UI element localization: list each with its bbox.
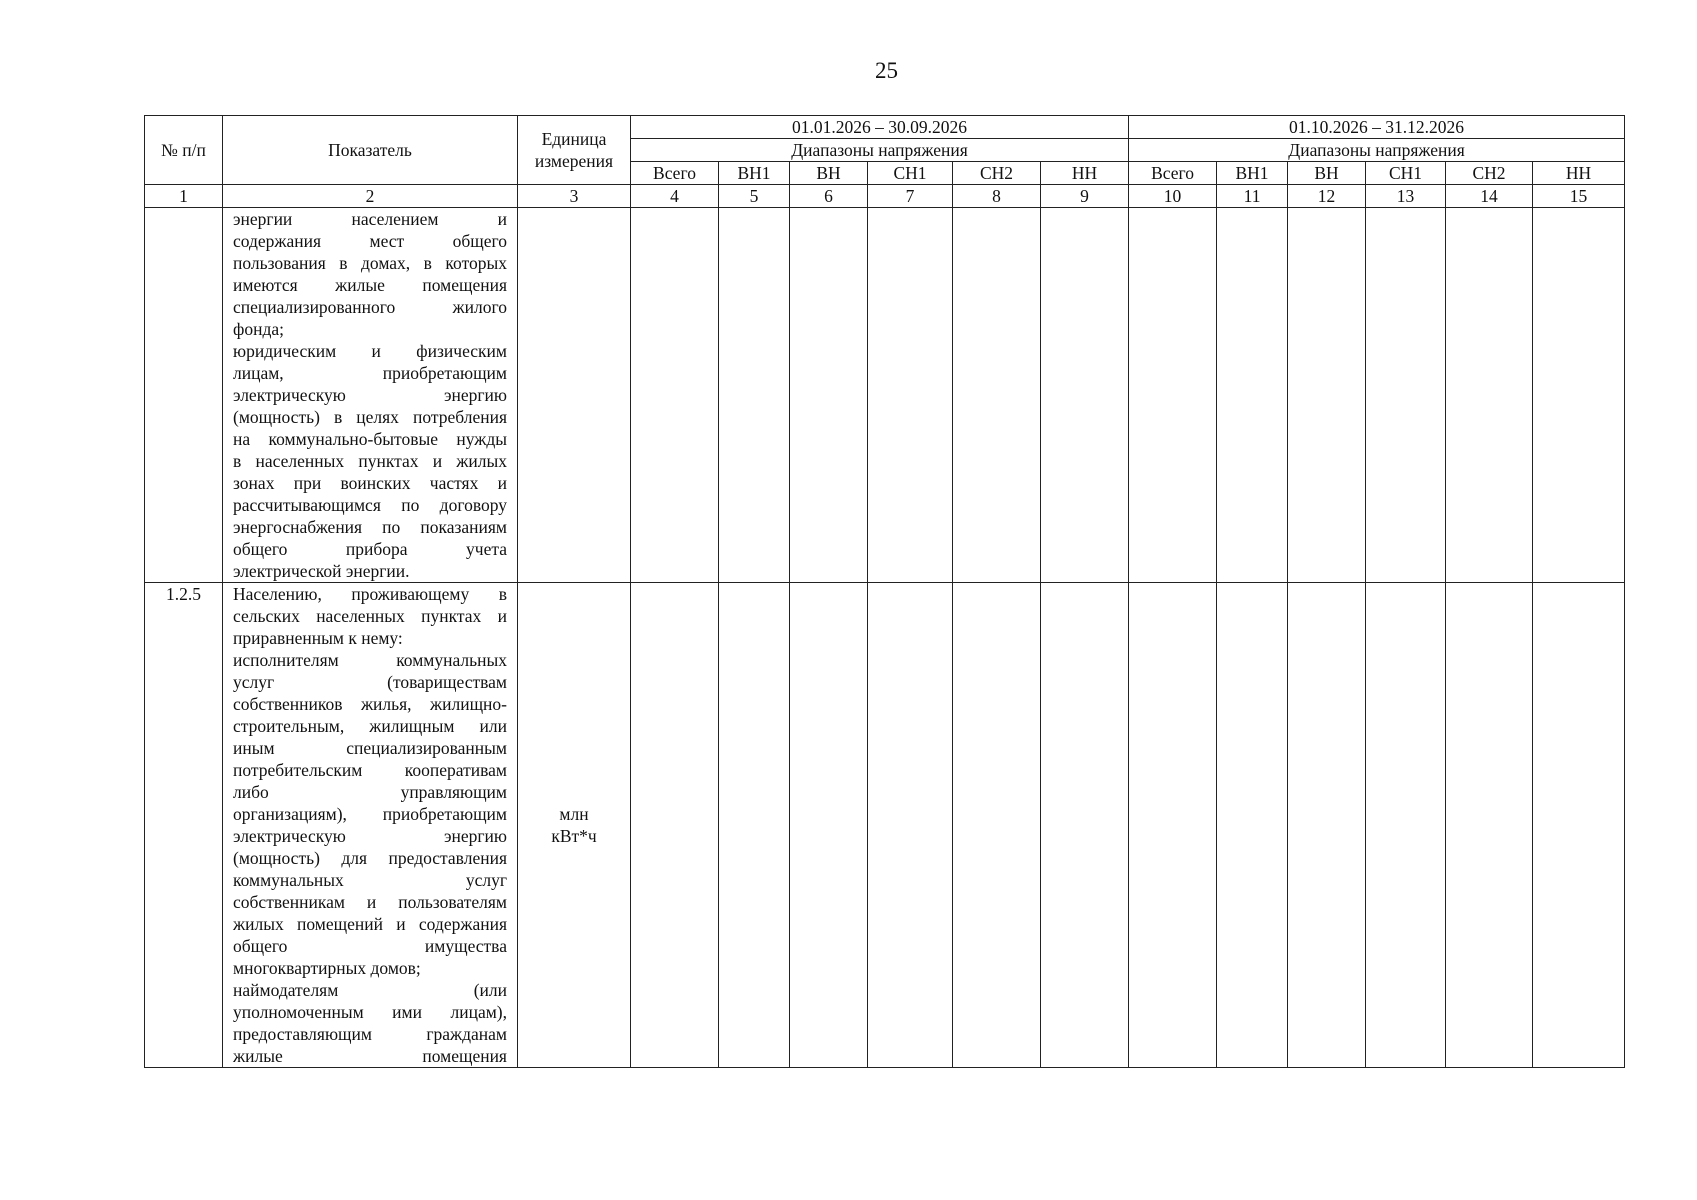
value-cell — [1366, 208, 1446, 583]
indicator-line: строительным, жилищным или — [233, 716, 507, 736]
value-cell — [1366, 583, 1446, 1068]
column-number: 11 — [1217, 185, 1288, 208]
indicator-line: либо управляющим — [233, 782, 507, 802]
subcol-nn-1: НН — [1041, 162, 1129, 185]
indicator-line: (мощность) в целях потребления — [233, 407, 507, 427]
subcol-vn-2: ВН — [1288, 162, 1366, 185]
value-cell — [719, 208, 790, 583]
value-cell — [1217, 208, 1288, 583]
value-cell — [1129, 583, 1217, 1068]
indicator-line: исполнителям коммунальных — [233, 650, 507, 670]
indicator-line: общего имущества — [233, 936, 507, 956]
value-cell — [1533, 208, 1625, 583]
subcol-total-2: Всего — [1129, 162, 1217, 185]
indicator-line: предоставляющим гражданам — [233, 1024, 507, 1044]
column-number: 15 — [1533, 185, 1625, 208]
table-row — [145, 583, 1625, 1068]
unit-cell — [518, 208, 631, 583]
subcol-sn1-2: СН1 — [1366, 162, 1446, 185]
indicator-line: энергии населением и — [233, 209, 507, 229]
value-cell — [719, 583, 790, 1068]
column-number: 5 — [719, 185, 790, 208]
column-number: 8 — [953, 185, 1041, 208]
indicator-line: фонда; — [233, 319, 284, 339]
value-cell — [1041, 208, 1129, 583]
indicator-line: пользования в домах, в которых — [233, 253, 507, 273]
column-number: 13 — [1366, 185, 1446, 208]
indicator-line: услуг (товариществам — [233, 672, 507, 692]
indicator-line: содержания мест общего — [233, 231, 507, 251]
unit-line: кВт*ч — [551, 826, 597, 846]
value-cell — [631, 583, 719, 1068]
subcol-sn1-1: СН1 — [868, 162, 953, 185]
column-number-row — [145, 185, 1625, 208]
value-cell — [1533, 583, 1625, 1068]
indicator-line: в населенных пунктах и жилых — [233, 451, 507, 471]
table-row — [145, 208, 1625, 583]
value-cell — [790, 208, 868, 583]
value-cell — [1129, 208, 1217, 583]
unit-cell — [518, 583, 631, 1068]
unit-line: млн — [559, 804, 589, 824]
header-unit — [518, 116, 631, 185]
indicator-line: организациям), приобретающим — [233, 804, 507, 824]
header-period-2: 01.10.2026 – 31.12.2026 — [1129, 116, 1625, 139]
indicator-line: энергоснабжения по показаниям — [233, 517, 507, 537]
column-number: 2 — [223, 185, 518, 208]
header-voltage-ranges-1: Диапазоны напряжения — [631, 139, 1129, 162]
indicator-line: имеются жилые помещения — [233, 275, 507, 295]
value-cell — [1446, 583, 1533, 1068]
indicator-line: электрическую энергию — [233, 826, 507, 846]
column-number: 9 — [1041, 185, 1129, 208]
indicator-line: потребительским кооперативам — [233, 760, 507, 780]
value-cell — [953, 583, 1041, 1068]
header-period-1: 01.01.2026 – 30.09.2026 — [631, 116, 1129, 139]
header-indicator: Показатель — [223, 116, 518, 185]
indicator-line: электрической энергии. — [233, 561, 410, 581]
indicator-line: (мощность) для предоставления — [233, 848, 507, 868]
page-number: 25 — [875, 58, 898, 83]
indicator-line: общего прибора учета — [233, 539, 507, 559]
column-number: 6 — [790, 185, 868, 208]
header-unit-line1: Единица — [541, 129, 607, 149]
indicator-line: рассчитывающимся по договору — [233, 495, 507, 515]
value-cell — [1217, 583, 1288, 1068]
column-number: 10 — [1129, 185, 1217, 208]
indicator-line: многоквартирных домов; — [233, 958, 421, 978]
subcol-vn-1: ВН — [790, 162, 868, 185]
subcol-sn2-2: СН2 — [1446, 162, 1533, 185]
header-voltage-ranges-2: Диапазоны напряжения — [1129, 139, 1625, 162]
value-cell — [868, 583, 953, 1068]
value-cell — [790, 583, 868, 1068]
indicator-line: уполномоченным ими лицам), — [233, 1002, 507, 1022]
indicator-line: жилые помещения — [233, 1046, 507, 1066]
indicator-line: жилых помещений и содержания — [233, 914, 507, 934]
value-cell — [1288, 583, 1366, 1068]
subcol-vn1-2: ВН1 — [1217, 162, 1288, 185]
indicator-cell — [223, 583, 518, 1068]
indicator-cell — [223, 208, 518, 583]
column-number: 12 — [1288, 185, 1366, 208]
indicator-line: сельских населенных пунктах и — [233, 606, 507, 626]
value-cell — [953, 208, 1041, 583]
indicator-line: Населению, проживающему в — [233, 584, 507, 604]
subcol-vn1-1: ВН1 — [719, 162, 790, 185]
indicator-line: наймодателям (или — [233, 980, 507, 1000]
header-num: № п/п — [145, 116, 223, 185]
subcol-sn2-1: СН2 — [953, 162, 1041, 185]
indicator-line: зонах при воинских частях и — [233, 473, 507, 493]
indicator-line: собственников жилья, жилищно- — [233, 694, 507, 714]
header-unit-line2: измерения — [534, 151, 614, 171]
table-body — [145, 208, 1625, 1068]
indicator-line: приравненным к нему: — [233, 628, 403, 648]
column-number: 7 — [868, 185, 953, 208]
value-cell — [1288, 208, 1366, 583]
indicator-line: на коммунально-бытовые нужды — [233, 429, 507, 449]
subcol-total-1: Всего — [631, 162, 719, 185]
value-cell — [1446, 208, 1533, 583]
subcol-nn-2: НН — [1533, 162, 1625, 185]
value-cell — [631, 208, 719, 583]
indicator-line: юридическим и физическим — [233, 341, 507, 361]
column-number: 4 — [631, 185, 719, 208]
column-number: 14 — [1446, 185, 1533, 208]
value-cell — [1041, 583, 1129, 1068]
column-number: 3 — [518, 185, 631, 208]
column-number: 1 — [145, 185, 223, 208]
indicator-line: лицам, приобретающим — [233, 363, 507, 383]
row-number — [145, 208, 223, 583]
tariff-table — [144, 115, 1625, 1068]
indicator-line: иным специализированным — [233, 738, 507, 758]
value-cell — [868, 208, 953, 583]
indicator-line: электрическую энергию — [233, 385, 507, 405]
indicator-line: коммунальных услуг — [233, 870, 507, 890]
indicator-line: собственникам и пользователям — [233, 892, 507, 912]
row-number: 1.2.5 — [145, 583, 223, 1068]
indicator-line: специализированного жилого — [233, 297, 507, 317]
